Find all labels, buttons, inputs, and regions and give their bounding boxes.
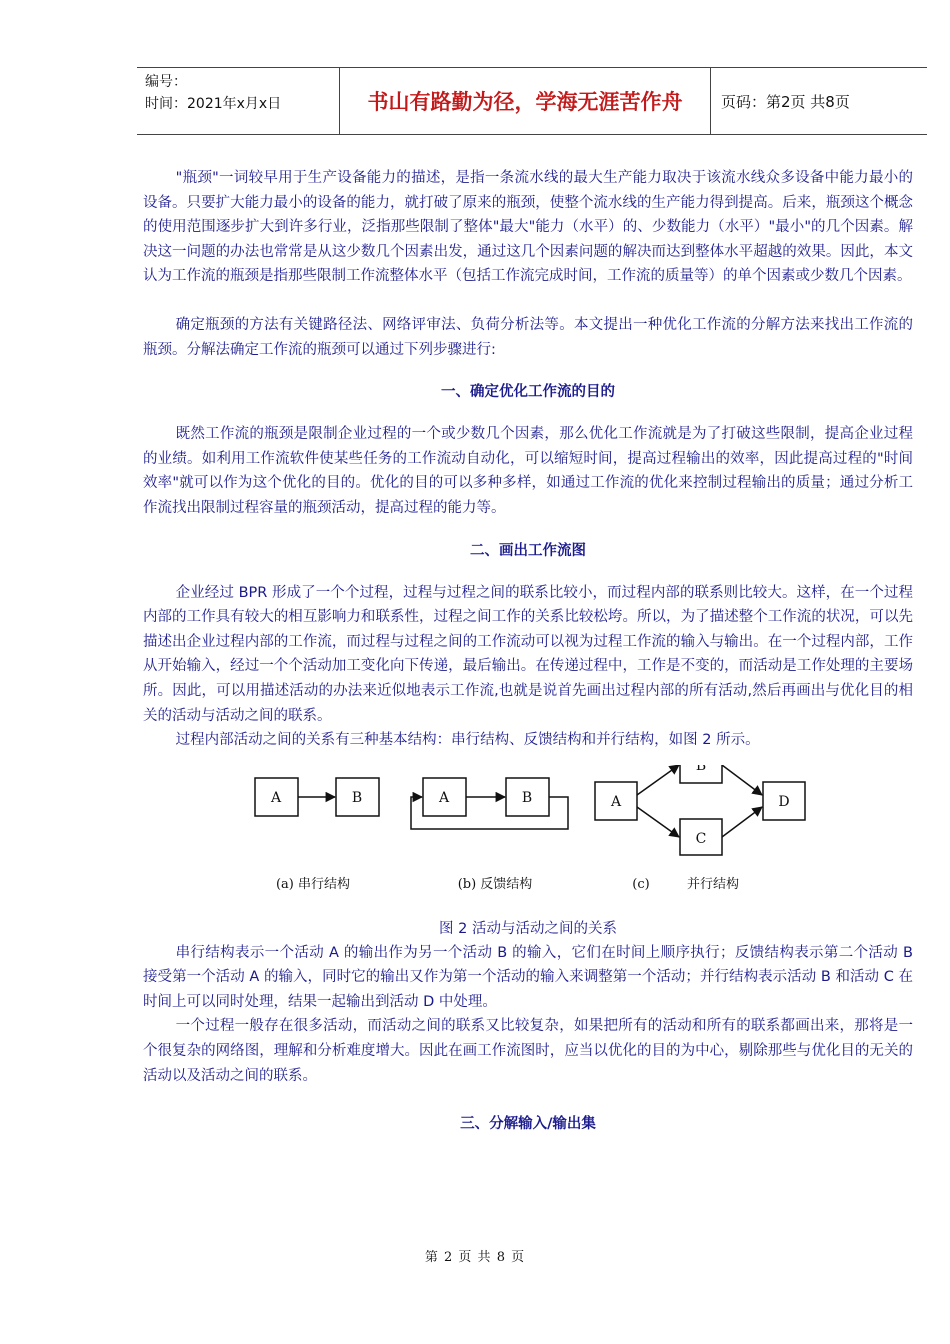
serial-node-a: A	[270, 789, 282, 806]
feedback-loop-arrow	[411, 797, 568, 829]
parallel-arrow-c-d	[722, 807, 762, 837]
parallel-node-a: A	[610, 793, 622, 810]
parallel-caption-label: (c)	[632, 876, 650, 892]
paragraph-three-structures: 过程内部活动之间的关系有三种基本结构：串行结构、反馈结构和并行结构，如图 2 所示。	[175, 732, 760, 749]
parallel-node-b: B	[695, 764, 707, 774]
serial-node-b: B	[351, 789, 363, 806]
parallel-arrow-a-b	[637, 765, 679, 795]
paragraph-bottleneck-methods: 确定瓶颈的方法有关键路径法、网络评审法、负荷分析法等。本文提出一种优化工作流的分解方法来找出工作流的瓶颈。分解法确定工作流的瓶颈可以通过下列步骤进行:	[143, 316, 913, 358]
number-label: 编号：	[145, 74, 187, 90]
feedback-caption: (b) 反馈结构	[457, 876, 533, 892]
paragraph-workflow-diagram: 企业经过 BPR 形成了一个个过程，过程与过程之间的联系比较小，而过程内部的联系则比较大。这样，在一个过程内部的工作具有较大的相互影响力和联系性，过程之间工作的关系比较松垮。所以，为了描述整个工作流的状况，可以先描述出企业过程内部的工作流，而过程与过程之间的工作流动可以视为过程工作流的输入与输出。在一个过程内部，工作从开始输入，经过一个个活动加工变化向下传递，最后输出。在传递过程中，工作是不变的，而活动是工作处理的主要场所。因此，可以用描述活动的办法来近似地表示工作流,也就是说首先画出过程内部的所有活动,然后再画出与优化目的相关的活动与活动之间的联系。	[143, 584, 913, 724]
feedback-node-b: B	[521, 789, 533, 806]
feedback-structure	[411, 778, 568, 892]
serial-caption: (a) 串行结构	[275, 876, 351, 892]
parallel-arrow-b-d	[722, 765, 762, 795]
section-heading-2: 二、画出工作流图	[470, 542, 586, 559]
parallel-caption-text: 并行结构	[686, 876, 740, 892]
paragraph-bottleneck-definition: "瓶颈"一词较早用于生产设备能力的描述，是指一条流水线的最大生产能力取决于该流水线众多设备中能力最小的设备。只要扩大能力最小的设备的能力，就打破了原来的瓶颈，使整个流水线的生产能力得到提高。后来，瓶颈这个概念的使用范围逐步扩大到许多行业，泛指那些限制了整体"最大"能力（水平）的、少数能力（水平）"最小"的几个因素。解决这一问题的办法也常常是从这少数几个因素出发，通过这几个因素问题的解决而达到整体水平超越的效果。因此，本文认为工作流的瓶颈是指那些限制工作流整体水平（包括工作流完成时间，工作流的质量等）的单个因素或少数几个因素。	[143, 170, 913, 285]
parallel-node-c: C	[695, 830, 707, 847]
section-heading-3: 三、分解输入/输出集	[460, 1116, 596, 1133]
header-page-info: 页码：第2页 共8页	[721, 92, 850, 111]
figure-activity-relations	[143, 765, 913, 913]
page-header	[137, 67, 927, 135]
date-label: 时间：2021年x月x日	[145, 96, 282, 112]
feedback-node-a: A	[438, 789, 450, 806]
paragraph-structure-explanation: 串行结构表示一个活动 A 的输出作为另一个活动 B 的输入，它们在时间上顺序执行；反馈结构表示第二个活动 B 接受第一个活动 A 的输入，同时它的输出又作为第一个活动的输入来调整第一个活动；并行结构表示活动 B 和活动 C 在时间上可以同时处理，结果一起输出到活动 D 中处理。	[143, 944, 913, 1010]
activity-structures-diagram	[143, 765, 913, 913]
parallel-node-d: D	[778, 793, 790, 810]
parallel-structure	[595, 765, 805, 892]
section-heading-1: 一、确定优化工作流的目的	[441, 384, 615, 401]
document-body	[143, 166, 913, 1154]
figure-caption: 图 2 活动与活动之间的关系	[439, 920, 617, 937]
serial-structure	[255, 778, 379, 892]
paragraph-optimization-goal: 既然工作流的瓶颈是限制企业过程的一个或少数几个因素，那么优化工作流就是为了打破这些限制，提高企业过程的业绩。如利用工作流软件使某些任务的工作流动自动化，可以缩短时间，提高过程输出的效率，因此提高过程的"时间效率"就可以作为这个优化的目的。优化的目的可以多种多样，如通过工作流的优化来控制过程输出的质量；通过分析工作流找出限制过程容量的瓶颈活动，提高过程的能力等。	[143, 426, 913, 516]
parallel-arrow-a-c	[637, 807, 679, 837]
header-meta	[137, 68, 339, 134]
header-motto: 书山有路勤为径，学海无涯苦作舟	[339, 68, 711, 134]
paragraph-complexity: 一个过程一般存在很多活动，而活动之间的联系又比较复杂，如果把所有的活动和所有的联系都画出来，那将是一个很复杂的网络图，理解和分析难度增大。因此在画工作流图时，应当以优化的目的为中心，剔除那些与优化目的无关的活动以及活动之间的联系。	[143, 1018, 913, 1084]
page-footer: 第 2 页 共 8 页	[424, 1250, 526, 1265]
